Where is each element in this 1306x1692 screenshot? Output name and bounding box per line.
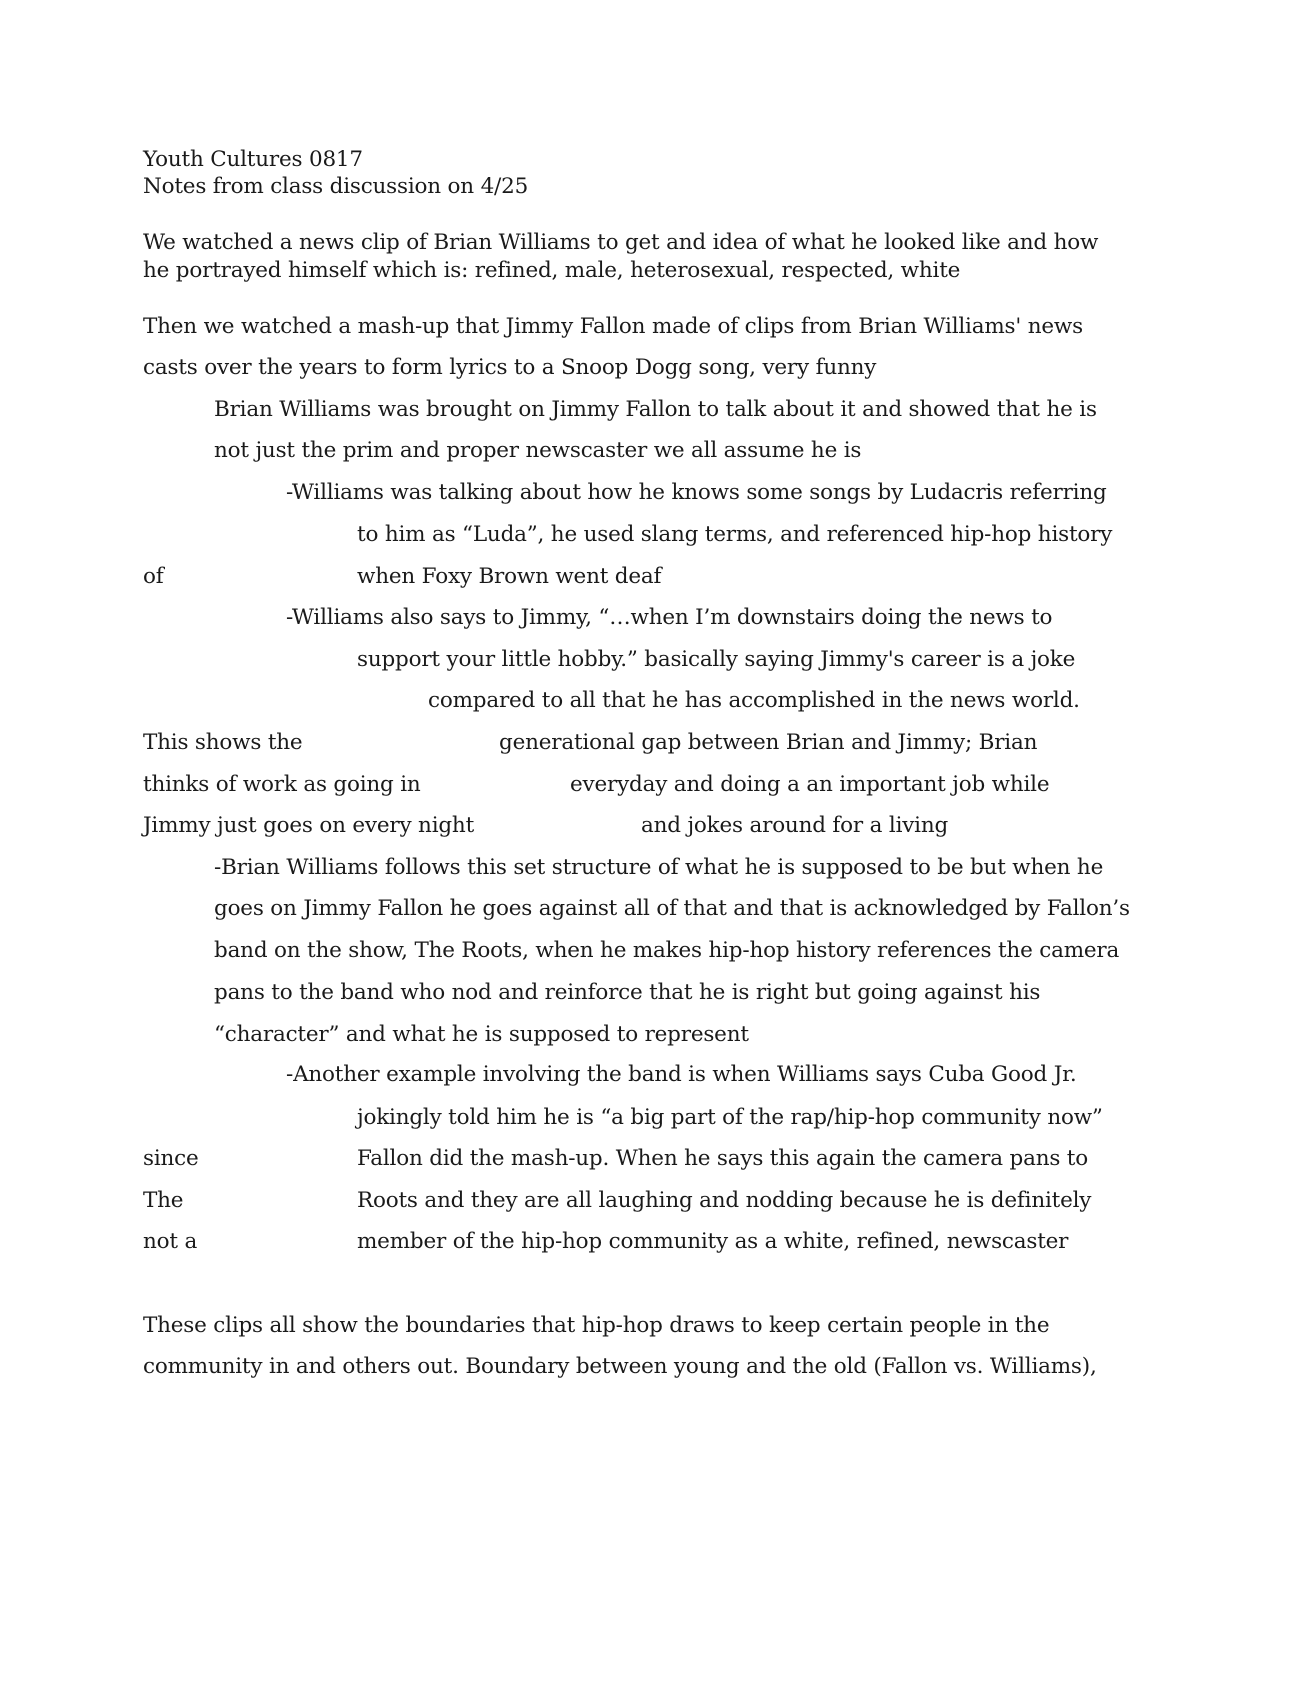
indented-line: not just the prim and proper newscaster we all assume he is: [214, 438, 862, 463]
margin-word: The: [143, 1188, 184, 1213]
paragraph-line: These clips all show the boundaries that hip-hop draws to keep certain people in the: [143, 1313, 1050, 1338]
bullet-continuation: goes on Jimmy Fallon he goes against all of that and that is acknowledged by Fallon’s: [214, 896, 1130, 921]
bullet-continuation: jokingly told him he is “a big part of the rap/hip-hop community now”: [357, 1105, 1103, 1130]
indented-line: Brian Williams was brought on Jimmy Fallon to talk about it and showed that he is: [214, 397, 1097, 422]
paragraph-line: Then we watched a mash-up that Jimmy Fallon made of clips from Brian Williams' news: [143, 314, 1083, 339]
bullet-continuation: member of the hip-hop community as a white, refined, newscaster: [357, 1229, 1069, 1254]
split-line: everyday and doing a an important job while: [570, 772, 1050, 797]
paragraph-line: community in and others out. Boundary between young and the old (Fallon vs. Williams),: [143, 1354, 1097, 1379]
bullet-line: -Williams also says to Jimmy, “…when I’m downstairs doing the news to: [286, 605, 1053, 630]
bullet-continuation: “character” and what he is supposed to represent: [214, 1022, 749, 1047]
margin-word: of: [143, 564, 164, 589]
split-line: generational gap between Brian and Jimmy; Brian: [499, 730, 1038, 755]
bullet-continuation: Roots and they are all laughing and nodding because he is definitely: [357, 1188, 1092, 1213]
bullet-continuation: Fallon did the mash-up. When he says this again the camera pans to: [357, 1146, 1088, 1171]
bullet-continuation: pans to the band who nod and reinforce that he is right but going against his: [214, 980, 1041, 1005]
bullet-continuation: to him as “Luda”, he used slang terms, and referenced hip-hop history: [357, 522, 1113, 547]
bullet-line: -Brian Williams follows this set structure of what he is supposed to be but when he: [214, 855, 1104, 880]
paragraph-line: casts over the years to form lyrics to a Snoop Dogg song, very funny: [143, 355, 877, 380]
bullet-continuation: support your little hobby.” basically saying Jimmy's career is a joke: [357, 647, 1076, 672]
bullet-continuation: compared to all that he has accomplished in the news world.: [428, 688, 1080, 713]
margin-word: since: [143, 1146, 199, 1171]
bullet-line: -Williams was talking about how he knows some songs by Ludacris referring: [286, 480, 1107, 505]
paragraph-line: he portrayed himself which is: refined, male, heterosexual, respected, white: [143, 258, 961, 283]
margin-word: not a: [143, 1229, 198, 1254]
margin-phrase: thinks of work as going in: [143, 772, 421, 797]
course-title: Youth Cultures 0817: [143, 147, 363, 172]
margin-phrase: Jimmy just goes on every night: [143, 813, 475, 838]
bullet-continuation: when Foxy Brown went deaf: [357, 564, 662, 589]
notes-subtitle: Notes from class discussion on 4/25: [143, 174, 529, 199]
bullet-line: -Another example involving the band is when Williams says Cuba Good Jr.: [286, 1062, 1077, 1087]
split-line: and jokes around for a living: [641, 813, 949, 838]
paragraph-line: We watched a news clip of Brian Williams to get and idea of what he looked like and how: [143, 230, 1099, 255]
bullet-continuation: band on the show, The Roots, when he makes hip-hop history references the camera: [214, 938, 1120, 963]
margin-phrase: This shows the: [143, 730, 303, 755]
